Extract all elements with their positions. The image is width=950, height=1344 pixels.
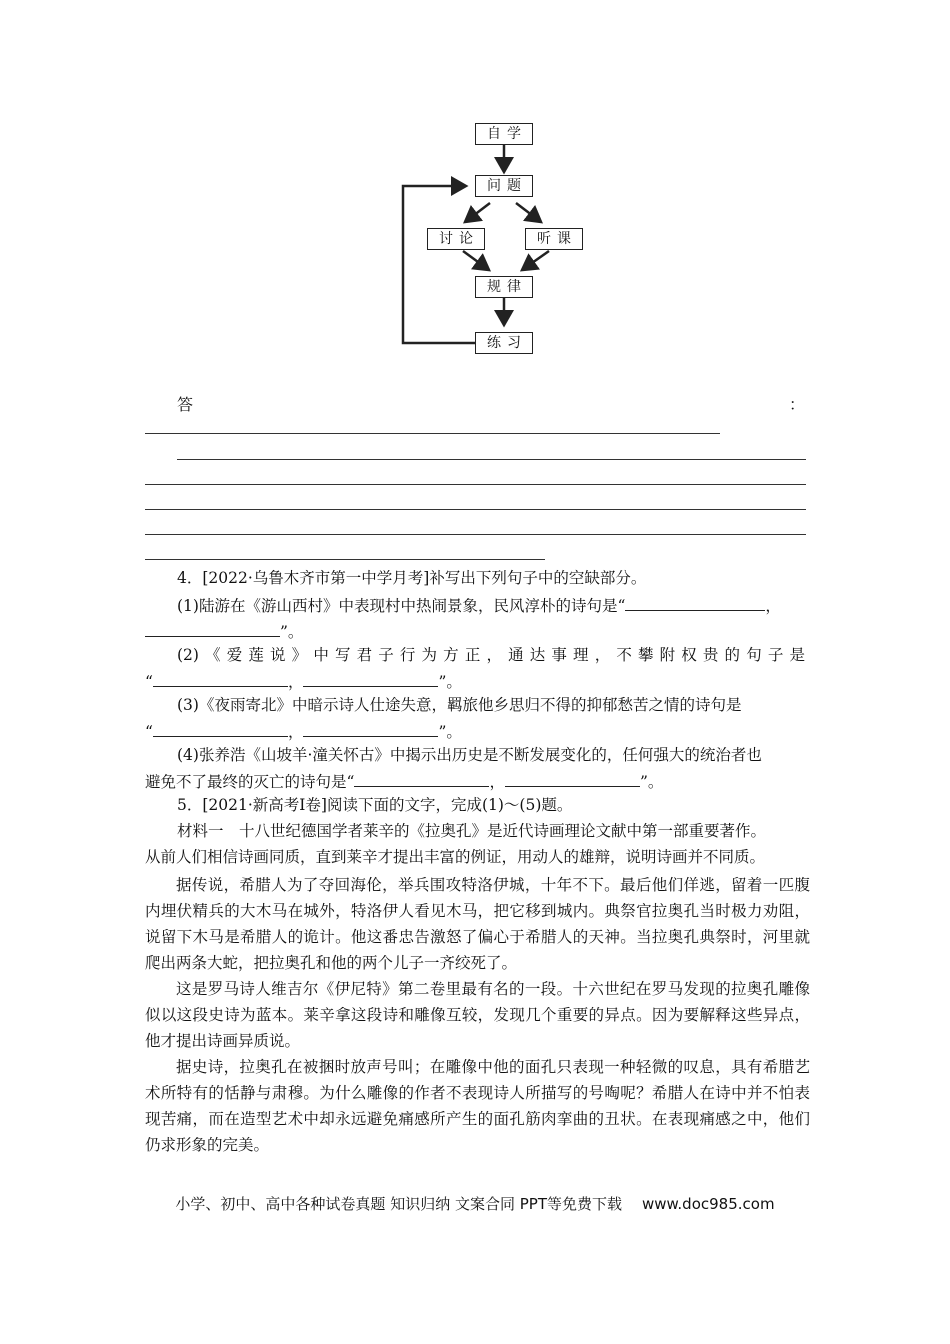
q4-item-4-end: ”。 bbox=[639, 773, 664, 791]
q5-paragraph-2 bbox=[145, 872, 810, 976]
answer-colon: ： bbox=[789, 395, 806, 414]
q5-paragraph-3 bbox=[145, 976, 810, 1054]
answer-label: 答 bbox=[177, 395, 194, 414]
q4-item-3-line-2 bbox=[145, 718, 462, 742]
q4-item-4-blank-2[interactable] bbox=[505, 768, 640, 787]
answer-line-3 bbox=[145, 484, 806, 485]
q4-item-3-open: “ bbox=[145, 723, 153, 741]
q5-paragraph-2-text: 据传说，希腊人为了夺回海伦，举兵围攻特洛伊城，十年不下。最后他们佯逃，留着一匹腹内埋伏精兵的大木马在城外，特洛伊人看见木马，把它移到城内。典祭官拉奥孔当时极力劝阻，说留下木马是希腊人的诡计。他这番忠告激怒了偏心于希腊人的天神。当拉奥孔典祭时，河里就爬出两条大蛇，把拉奥孔和他的两个儿子一齐绞死了。 bbox=[145, 876, 810, 972]
q4-item-3-end: ”。 bbox=[438, 723, 462, 741]
q4-item-1-comma: ， bbox=[765, 597, 781, 615]
answer-line-6 bbox=[145, 559, 545, 560]
q5-material-1-line-2: 从前人们相信诗画同质，直到莱辛才提出丰富的例证，用动人的雄辩，说明诗画并不同质。 bbox=[145, 848, 766, 866]
q5-paragraph-4-text: 据史诗，拉奥孔在被捆时放声号叫；在雕像中他的面孔只表现一种轻微的叹息，具有希腊艺术所特有的恬静与肃穆。为什么雕像的作者不表现诗人所描写的号啕呢？希腊人在诗中并不怕表现苦痛，而在造型艺术中却永远避免痛感所产生的面孔筋肉挛曲的丑状。在表现痛感之中，他们仍求形象的完美。 bbox=[145, 1058, 810, 1154]
q4-item-1-blank-2[interactable] bbox=[145, 618, 280, 637]
arrow-practice-question-loop bbox=[403, 186, 475, 343]
q4-item-2-blank-2[interactable] bbox=[303, 668, 438, 687]
answer-line-1 bbox=[145, 433, 720, 434]
q5-stem: 5．[2021·新高考Ⅰ卷]阅读下面的文字，完成(1)～(5)题。 bbox=[177, 796, 573, 814]
q4-item-2-line-2 bbox=[145, 668, 462, 692]
arrow-lecture-rule bbox=[522, 251, 549, 270]
q4-item-4-text: (4)张养浩《山坡羊·潼关怀古》中揭示出历史是不断发展变化的，任何强大的统治者也 bbox=[177, 746, 762, 764]
flow-node-lecture: 听课 bbox=[525, 228, 583, 250]
q4-item-2-text: (2)《爱莲说》中写君子行为方正，通达事理，不攀附权贵的句子是 bbox=[177, 646, 805, 664]
flow-node-question: 问题 bbox=[475, 175, 533, 197]
q4-item-4-comma: ， bbox=[489, 773, 505, 791]
q4-item-1-blank-1[interactable] bbox=[625, 592, 765, 611]
q4-item-3-comma: ， bbox=[287, 723, 304, 741]
q4-item-3-blank-2[interactable] bbox=[303, 718, 438, 737]
q5-paragraph-4 bbox=[145, 1054, 810, 1158]
q4-stem: 4．[2022·乌鲁木齐市第一中学月考]补写出下列句子中的空缺部分。 bbox=[177, 569, 647, 587]
q4-item-3-blank-1[interactable] bbox=[153, 718, 288, 737]
q4-item-2-end: ”。 bbox=[438, 673, 462, 691]
q4-item-2-blank-1[interactable] bbox=[153, 668, 288, 687]
q4-item-2-comma: ， bbox=[287, 673, 304, 691]
page-footer bbox=[0, 1193, 950, 1214]
flow-node-self-study: 自学 bbox=[475, 123, 533, 145]
q4-item-4-blank-1[interactable] bbox=[354, 768, 489, 787]
q5-paragraph-3-text: 这是罗马诗人维吉尔《伊尼特》第二卷里最有名的一段。十六世纪在罗马发现的拉奥孔雕像似以这段史诗为蓝本。莱辛拿这段诗和雕像互较，发现几个重要的异点。因为要解释这些异点，他才提出诗画异质说。 bbox=[145, 980, 810, 1050]
q4-item-3-text: (3)《夜雨寄北》中暗示诗人仕途失意，羁旅他乡思归不得的抑郁愁苦之情的诗句是 bbox=[177, 696, 742, 714]
flow-node-discuss: 讨论 bbox=[427, 228, 485, 250]
arrow-discuss-rule bbox=[463, 251, 489, 270]
q5-material-1-line-1: 材料一 十八世纪德国学者莱辛的《拉奥孔》是近代诗画理论文献中第一部重要著作。 bbox=[177, 822, 767, 840]
footer-text: 小学、初中、高中各种试卷真题 知识归纳 文案合同 PPT等免费下载 bbox=[175, 1195, 622, 1213]
answer-line-4 bbox=[145, 509, 806, 510]
q4-item-4-line-2 bbox=[145, 768, 663, 792]
q4-item-1-text: (1)陆游在《游山西村》中表现村中热闹景象，民风淳朴的诗句是“ bbox=[177, 597, 626, 615]
q4-item-1-end: ”。 bbox=[280, 623, 304, 641]
q4-item-1-line-1 bbox=[177, 592, 781, 616]
q4-item-4-lead: 避免不了最终的灭亡的诗句是“ bbox=[145, 773, 355, 791]
arrow-question-discuss bbox=[465, 203, 490, 222]
q4-item-2-open: “ bbox=[145, 673, 153, 691]
answer-line-2 bbox=[177, 459, 806, 460]
q4-item-1-line-2 bbox=[145, 618, 303, 642]
answer-line-5 bbox=[145, 534, 806, 535]
footer-url[interactable]: www.doc985.com bbox=[641, 1195, 775, 1213]
flow-node-practice: 练习 bbox=[475, 332, 533, 354]
arrow-question-lecture bbox=[516, 203, 541, 222]
flow-node-rule: 规律 bbox=[475, 276, 533, 298]
